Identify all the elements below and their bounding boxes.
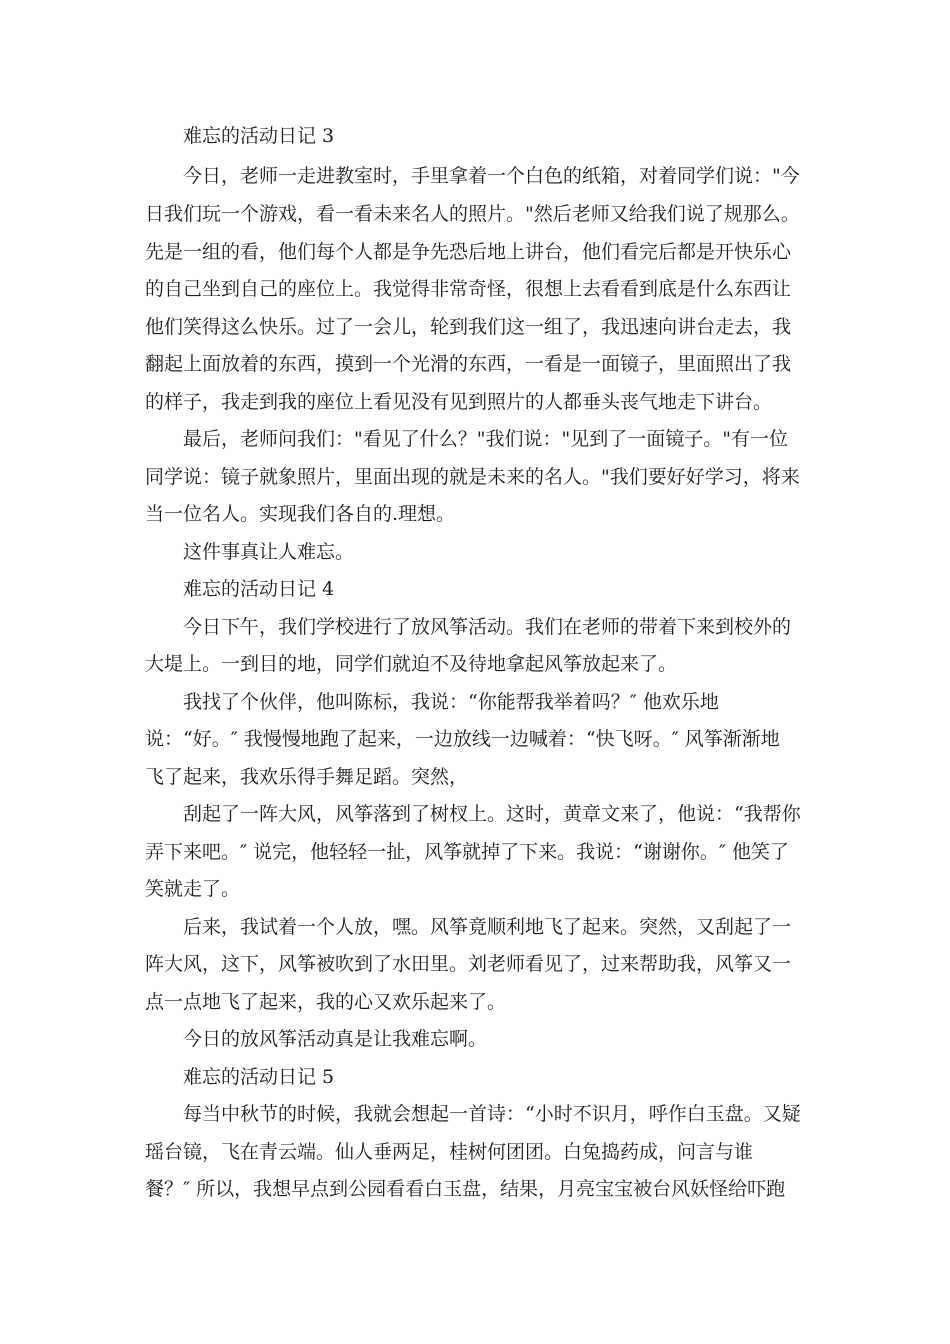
paragraph-line: 这件事真让人难忘。 bbox=[183, 541, 355, 563]
section-heading: 难忘的活动日记 4 bbox=[183, 578, 335, 600]
section-heading: 难忘的活动日记 5 bbox=[183, 1066, 335, 1088]
section-heading: 难忘的活动日记 3 bbox=[183, 125, 335, 147]
paragraph-line: 后来，我试着一个人放，嘿。风筝竟顺利地飞了起来。突然，又刮起了一 bbox=[183, 916, 792, 938]
paragraph-line: 的样子，我走到我的座位上看见没有见到照片的人都垂头丧气地走下讲台。 bbox=[145, 391, 773, 413]
paragraph-line: 翻起上面放着的东西，摸到一个光滑的东西，一看是一面镜子，里面照出了我 bbox=[145, 353, 792, 375]
paragraph-line: 阵大风，这下，风筝被吹到了水田里。刘老师看见了，过来帮助我，风筝又一 bbox=[145, 953, 792, 975]
paragraph-line: 的自己坐到自己的座位上。我觉得非常奇怪，很想上去看看到底是什么东西让 bbox=[145, 278, 792, 300]
paragraph-line: 笑就走了。 bbox=[145, 878, 241, 900]
paragraph-line: 弄下来吧。″ 说完，他轻轻一扯，风筝就掉了下来。我说：“谢谢你。″ 他笑了 bbox=[145, 841, 789, 863]
paragraph-line: 同学说：镜子就象照片，里面出现的就是未来的名人。"我们要好好学习，将来 bbox=[145, 466, 800, 488]
paragraph-line: 点一点地飞了起来，我的心又欢乐起来了。 bbox=[145, 991, 507, 1013]
paragraph-line: 最后，老师问我们："看见了什么？"我们说："见到了一面镜子。"有一位 bbox=[183, 428, 788, 450]
paragraph-line: 每当中秋节的时候，我就会想起一首诗：“小时不识月，呼作白玉盘。又疑 bbox=[183, 1103, 801, 1125]
paragraph-line: 今日，老师一走进教室时，手里拿着一个白色的纸箱，对着同学们说："今 bbox=[183, 165, 800, 187]
paragraph-line: 日我们玩一个游戏，看一看未来名人的照片。"然后老师又给我们说了规那么。 bbox=[145, 203, 800, 225]
paragraph-line: 瑶台镜，飞在青云端。仙人垂两足，桂树何团团。白兔捣药成，问言与谁 bbox=[145, 1141, 754, 1163]
paragraph-line: 餐？″ 所以，我想早点到公园看看白玉盘，结果，月亮宝宝被台风妖怪给吓跑 bbox=[145, 1178, 786, 1200]
paragraph-line: 飞了起来，我欢乐得手舞足蹈。突然， bbox=[145, 766, 469, 788]
paragraph-line: 今日下午，我们学校进行了放风筝活动。我们在老师的带着下来到校外的 bbox=[183, 616, 792, 638]
paragraph-line: 说：“好。″ 我慢慢地跑了起来，一边放线一边喊着：“快飞呀。″ 风筝渐渐地 bbox=[145, 728, 780, 750]
paragraph-line: 他们笑得这么快乐。过了一会儿，轮到我们这一组了，我迅速向讲台走去，我 bbox=[145, 316, 792, 338]
paragraph-line: 今日的放风筝活动真是让我难忘啊。 bbox=[183, 1028, 488, 1050]
paragraph-line: 先是一组的看，他们每个人都是争先恐后地上讲台，他们看完后都是开快乐心 bbox=[145, 241, 792, 263]
paragraph-line: 刮起了一阵大风，风筝落到了树杈上。这时，黄章文来了，他说：“我帮你 bbox=[183, 803, 801, 825]
paragraph-line: 大堤上。一到目的地，同学们就迫不及待地拿起风筝放起来了。 bbox=[145, 653, 678, 675]
paragraph-line: 当一位名人。实现我们各自的.理想。 bbox=[145, 503, 456, 525]
paragraph-line: 我找了个伙伴，他叫陈标，我说：“你能帮我举着吗？″ 他欢乐地 bbox=[183, 691, 719, 713]
